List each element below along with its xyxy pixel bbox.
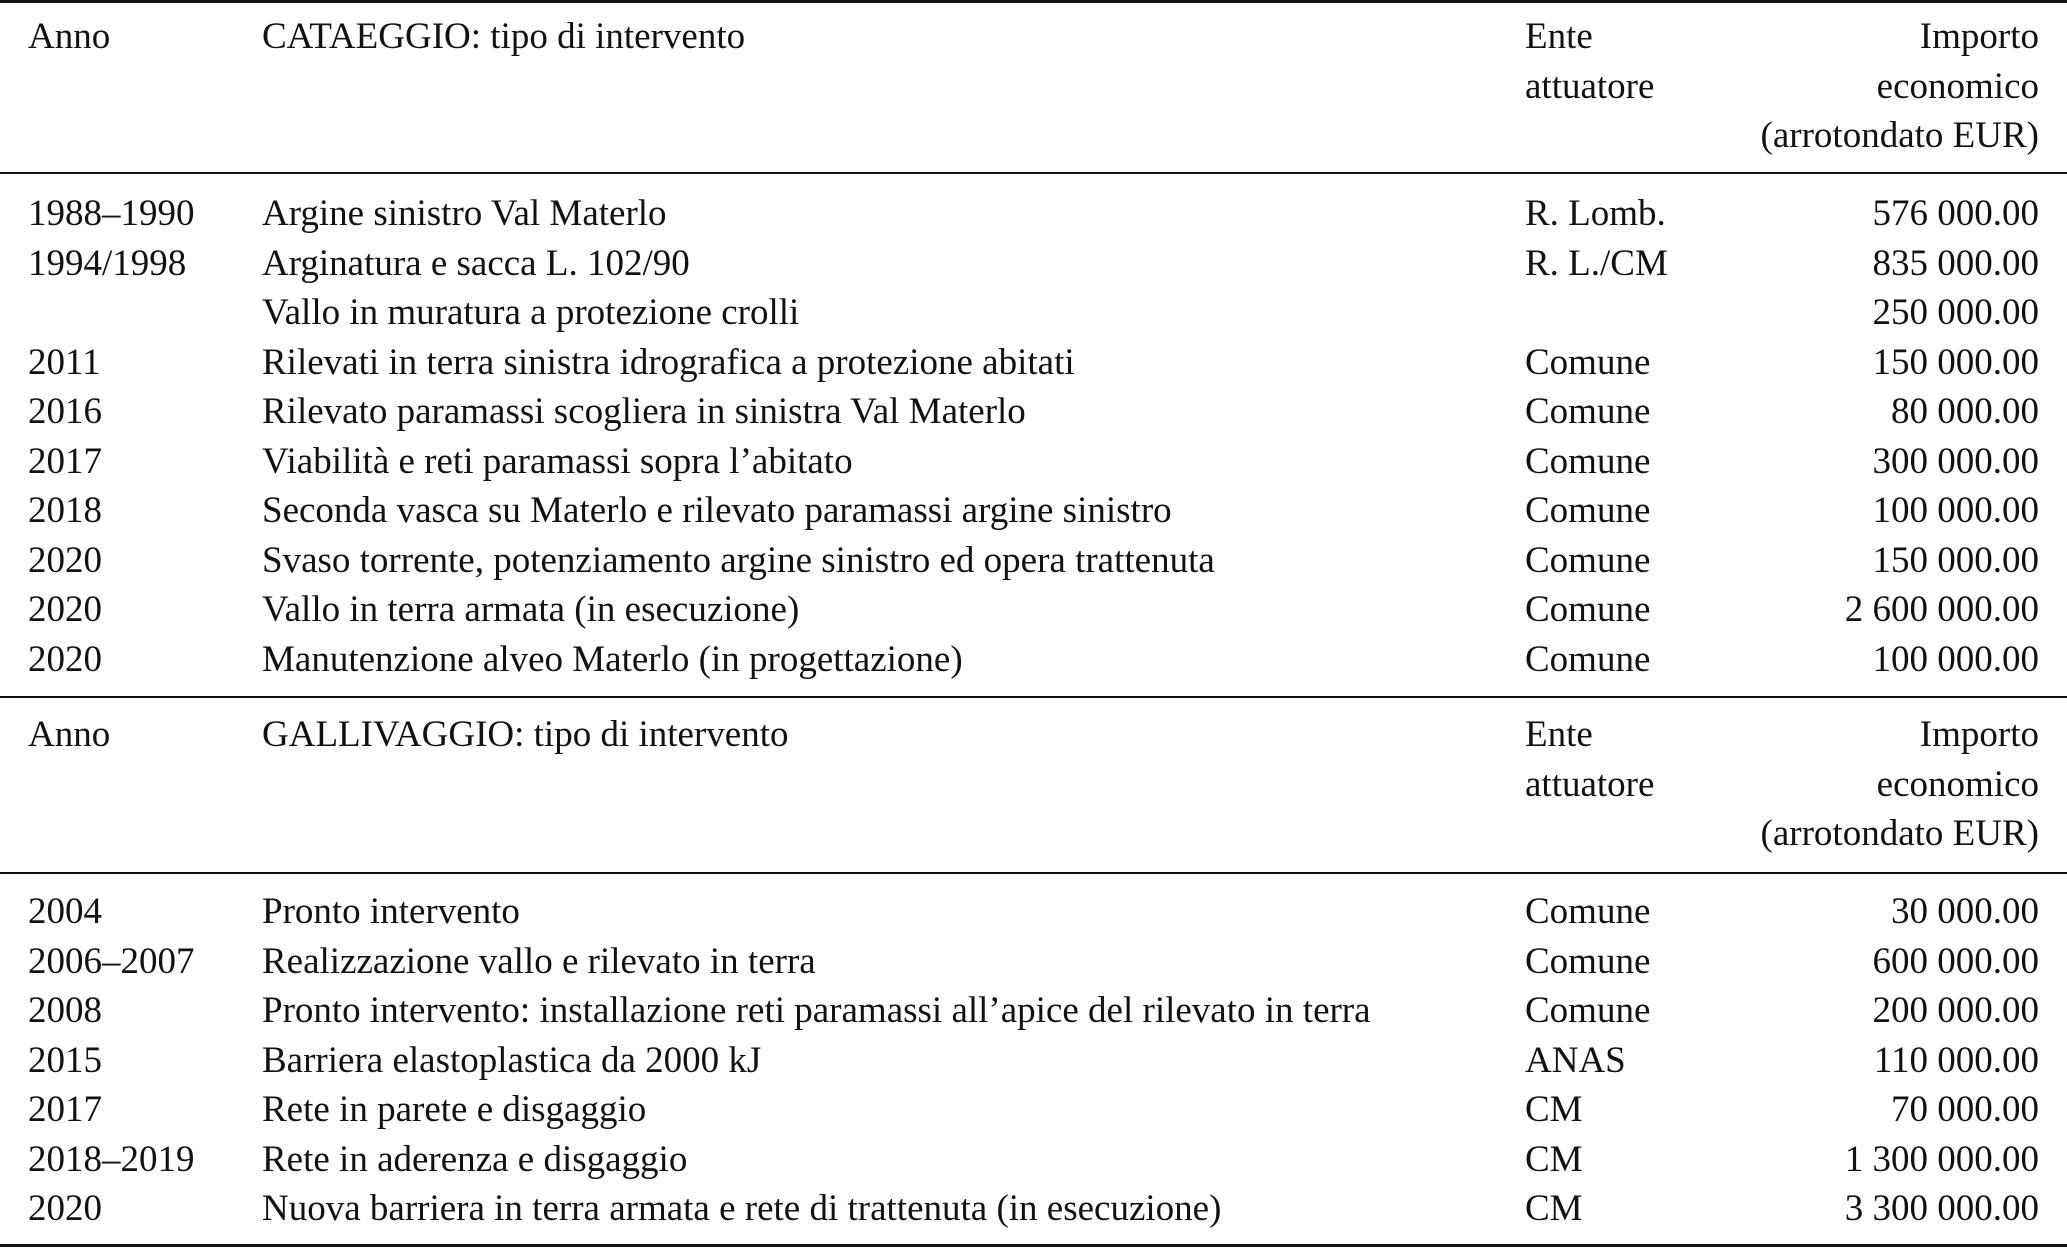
section-separator-rule [0, 696, 2067, 698]
row-desc: Rilevato paramassi scogliera in sinistra Val Materlo [262, 391, 1026, 432]
row-desc: Vallo in muratura a protezione crolli [262, 292, 800, 333]
header-rule-gallivaggio [0, 872, 2067, 874]
row-entity: Comune [1525, 638, 1651, 680]
row-amount: 200 000.00 [1872, 990, 2039, 1031]
row-year: 2020 [28, 638, 102, 680]
row-entity: ANAS [1525, 1039, 1626, 1081]
header-amount [1761, 710, 2039, 859]
header-type [262, 710, 789, 760]
header-rule-cataeggio [0, 172, 2067, 174]
top-rule [0, 0, 2067, 3]
header-type-label: CATAEGGIO: tipo di intervento [262, 16, 746, 57]
row-desc: Rilevati in terra sinistra idrografica a protezione abitati [262, 341, 1075, 383]
row-entity: CM [1525, 1138, 1583, 1180]
row-year: 2017 [28, 1089, 102, 1130]
row-desc: Svaso torrente, potenziamento argine sinistro ed opera trattenuta [262, 539, 1215, 581]
row-amount: 100 000.00 [1872, 490, 2039, 531]
header-amount-line: economico [1876, 763, 2039, 805]
row-year: 2018–2019 [28, 1138, 195, 1180]
row-entity: Comune [1525, 589, 1651, 630]
row-entity: Comune [1525, 341, 1651, 383]
header-entity-line: Ente [1525, 16, 1593, 57]
row-year: 2020 [28, 539, 102, 581]
header-type [262, 12, 745, 62]
header-entity [1525, 710, 1654, 809]
row-amount: 100 000.00 [1872, 638, 2039, 680]
header-year [28, 12, 110, 62]
header-amount-line: Importo [1919, 16, 2039, 57]
row-amount: 3 300 000.00 [1844, 1188, 2039, 1229]
row-year: 1988–1990 [28, 193, 195, 234]
row-desc: Pronto intervento: installazione reti paramassi all’apice del rilevato in terra [262, 990, 1371, 1031]
row-year: 2008 [28, 990, 102, 1031]
row-entity: R. Lomb. [1525, 193, 1666, 234]
row-year: 2016 [28, 391, 102, 432]
header-year [28, 710, 110, 760]
row-desc: Arginatura e sacca L. 102/90 [262, 242, 690, 284]
row-desc: Rete in parete e disgaggio [262, 1089, 647, 1130]
row-entity: Comune [1525, 891, 1651, 932]
row-amount: 1 300 000.00 [1844, 1138, 2039, 1180]
row-amount: 835 000.00 [1872, 242, 2039, 284]
header-type-label: GALLIVAGGIO: tipo di intervento [262, 714, 789, 755]
row-amount: 80 000.00 [1891, 391, 2039, 432]
row-entity: R. L./CM [1525, 242, 1668, 284]
row-amount: 30 000.00 [1891, 891, 2039, 932]
row-entity: Comune [1525, 440, 1651, 482]
row-amount: 150 000.00 [1872, 539, 2039, 581]
header-amount [1761, 12, 2039, 161]
row-desc: Pronto intervento [262, 891, 520, 932]
row-desc: Argine sinistro Val Materlo [262, 193, 667, 234]
row-desc: Manutenzione alveo Materlo (in progettazione) [262, 638, 963, 680]
row-amount: 600 000.00 [1872, 940, 2039, 982]
row-year: 2020 [28, 589, 102, 630]
row-desc: Rete in aderenza e disgaggio [262, 1138, 688, 1180]
row-entity: CM [1525, 1188, 1583, 1229]
row-entity: CM [1525, 1089, 1583, 1130]
row-entity: Comune [1525, 539, 1651, 581]
row-amount: 576 000.00 [1872, 193, 2039, 234]
row-year: 1994/1998 [28, 242, 187, 284]
row-amount: 110 000.00 [1873, 1039, 2039, 1081]
row-year: 2018 [28, 490, 102, 531]
row-year: 2015 [28, 1039, 102, 1081]
row-entity: Comune [1525, 490, 1651, 531]
header-amount-line: (arrotondato EUR) [1760, 115, 2039, 156]
row-year: 2020 [28, 1188, 102, 1229]
header-entity-line: attuatore [1525, 763, 1655, 805]
header-entity-line: attuatore [1525, 65, 1655, 107]
header-year-label: Anno [28, 16, 111, 57]
bottom-rule [0, 1244, 2067, 1247]
row-year: 2006–2007 [28, 940, 195, 982]
row-amount: 70 000.00 [1891, 1089, 2039, 1130]
row-desc: Barriera elastoplastica da 2000 kJ [262, 1039, 762, 1081]
row-desc: Seconda vasca su Materlo e rilevato paramassi argine sinistro [262, 490, 1172, 531]
header-amount-line: (arrotondato EUR) [1760, 813, 2039, 854]
row-amount: 300 000.00 [1872, 440, 2039, 482]
header-amount-line: Importo [1919, 714, 2039, 755]
row-desc: Nuova barriera in terra armata e rete di trattenuta (in esecuzione) [262, 1188, 1222, 1229]
header-entity-line: Ente [1525, 714, 1593, 755]
row-desc: Realizzazione vallo e rilevato in terra [262, 940, 816, 982]
row-year: 2017 [28, 440, 102, 482]
header-amount-line: economico [1876, 65, 2039, 107]
row-amount: 2 600 000.00 [1844, 589, 2039, 630]
header-entity [1525, 12, 1654, 111]
row-amount: 250 000.00 [1872, 292, 2039, 333]
header-year-label: Anno [28, 714, 111, 755]
row-entity: Comune [1525, 391, 1651, 432]
row-amount: 150 000.00 [1872, 341, 2039, 383]
row-year: 2011 [28, 341, 101, 383]
row-desc: Vallo in terra armata (in esecuzione) [262, 589, 800, 630]
row-desc: Viabilità e reti paramassi sopra l’abitato [262, 440, 853, 482]
row-year: 2004 [28, 891, 102, 932]
row-entity: Comune [1525, 990, 1651, 1031]
row-entity: Comune [1525, 940, 1651, 982]
